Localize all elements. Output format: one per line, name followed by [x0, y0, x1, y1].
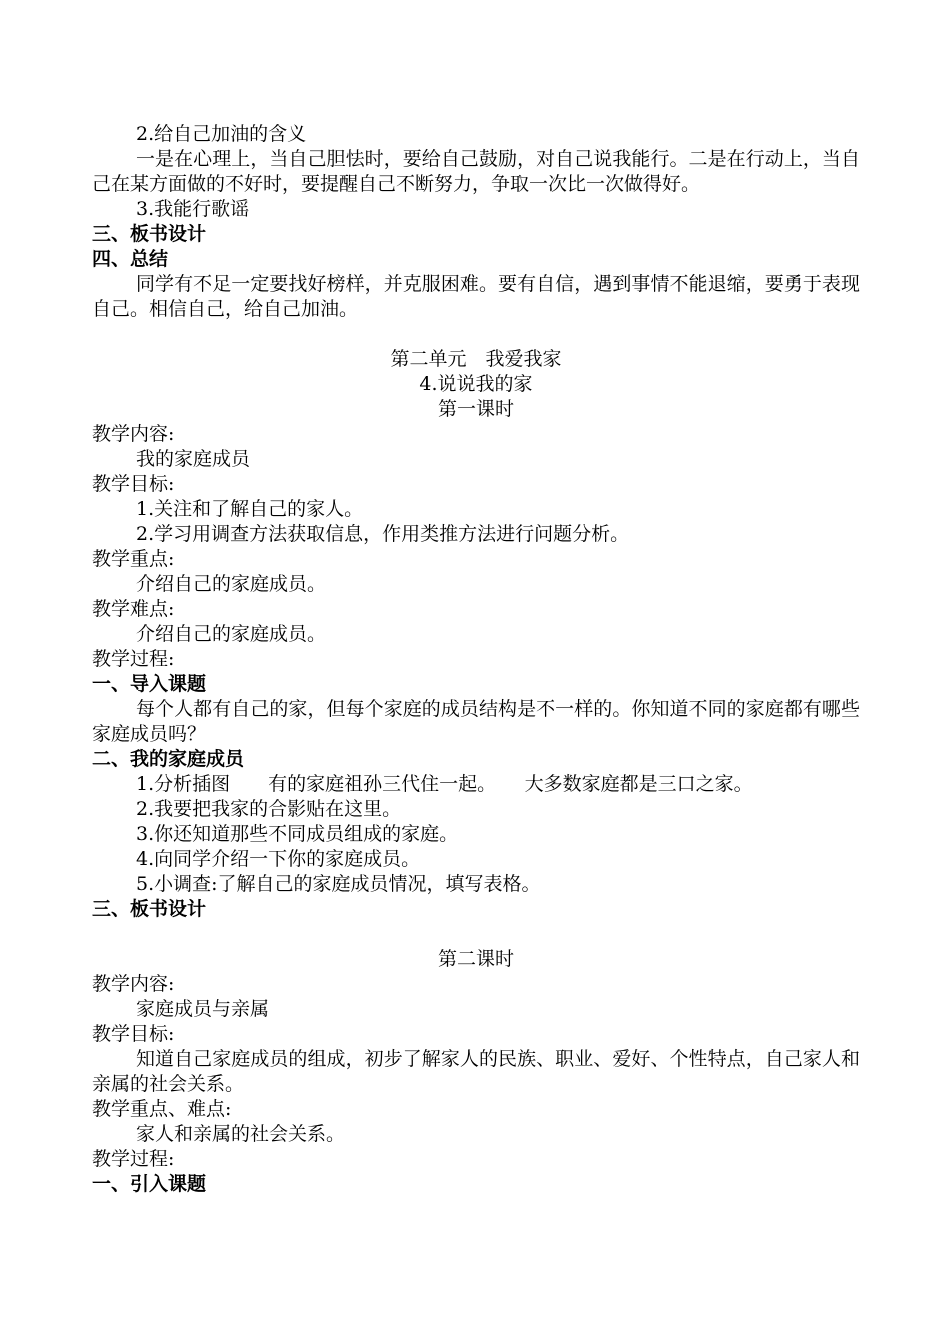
- list-item: 1.关注和了解自己的家人。: [136, 498, 364, 520]
- section-heading: 一、引入课题: [92, 1173, 207, 1195]
- document-page: [92, 122, 860, 1197]
- paragraph: 知道自己家庭成员的组成，初步了解家人的民族、职业、爱好、个性特点，自己家人和亲属的社会关系。: [92, 1048, 860, 1095]
- lesson-title: 4.说说我的家: [419, 373, 533, 395]
- list-item: 4.向同学介绍一下你的家庭成员。: [136, 848, 421, 870]
- list-item: 5.小调查:了解自己的家庭成员情况，填写表格。: [136, 873, 541, 895]
- field-label: 教学目标:: [92, 473, 175, 495]
- paragraph: 同学有不足一定要找好榜样，并克服困难。要有自信，遇到事情不能退缩，要勇于表现自己。相信自己，给自己加油。: [92, 273, 860, 320]
- list-item: 2.我要把我家的合影贴在这里。: [136, 798, 402, 820]
- paragraph: 一是在心理上，当自己胆怯时，要给自己鼓励，对自己说我能行。二是在行动上，当自己在某方面做的不好时，要提醒自己不断努力，争取一次比一次做得好。: [92, 148, 860, 195]
- field-label: 教学重点、难点:: [92, 1098, 232, 1120]
- list-item: 2.学习用调查方法获取信息，作用类推方法进行问题分析。: [136, 523, 630, 545]
- spacer: [92, 322, 860, 347]
- list-item: 3.你还知道那些不同成员组成的家庭。: [136, 823, 459, 845]
- field-label: 教学内容:: [92, 423, 175, 445]
- paragraph: 每个人都有自己的家，但每个家庭的成员结构是不一样的。你知道不同的家庭都有哪些家庭成员吗？: [92, 698, 860, 745]
- list-item: 1.分析插图 有的家庭祖孙三代住一起。 大多数家庭都是三口之家。: [136, 773, 753, 795]
- field-label: 教学过程:: [92, 648, 175, 670]
- section-heading: 三、板书设计: [92, 223, 207, 245]
- field-label: 教学目标:: [92, 1023, 175, 1045]
- section-heading: 一、导入课题: [92, 673, 207, 695]
- field-label: 教学重点:: [92, 548, 175, 570]
- field-label: 教学难点:: [92, 598, 175, 620]
- period-title: 第一课时: [437, 398, 514, 420]
- field-label: 教学内容:: [92, 973, 175, 995]
- period-title: 第二课时: [437, 948, 514, 970]
- field-value: 我的家庭成员: [136, 448, 251, 470]
- item-title: 2.给自己加油的含义: [136, 123, 307, 145]
- field-value: 家人和亲属的社会关系。: [136, 1123, 346, 1145]
- section-heading: 四、总结: [92, 248, 169, 270]
- field-label: 教学过程:: [92, 1148, 175, 1170]
- section-heading: 三、板书设计: [92, 898, 207, 920]
- unit-title: 第二单元 我爱我家: [390, 348, 562, 370]
- spacer: [92, 922, 860, 947]
- field-value: 介绍自己的家庭成员。: [136, 623, 327, 645]
- field-value: 家庭成员与亲属: [136, 998, 270, 1020]
- item-title: 3.我能行歌谣: [136, 198, 250, 220]
- field-value: 介绍自己的家庭成员。: [136, 573, 327, 595]
- section-heading: 二、我的家庭成员: [92, 748, 245, 770]
